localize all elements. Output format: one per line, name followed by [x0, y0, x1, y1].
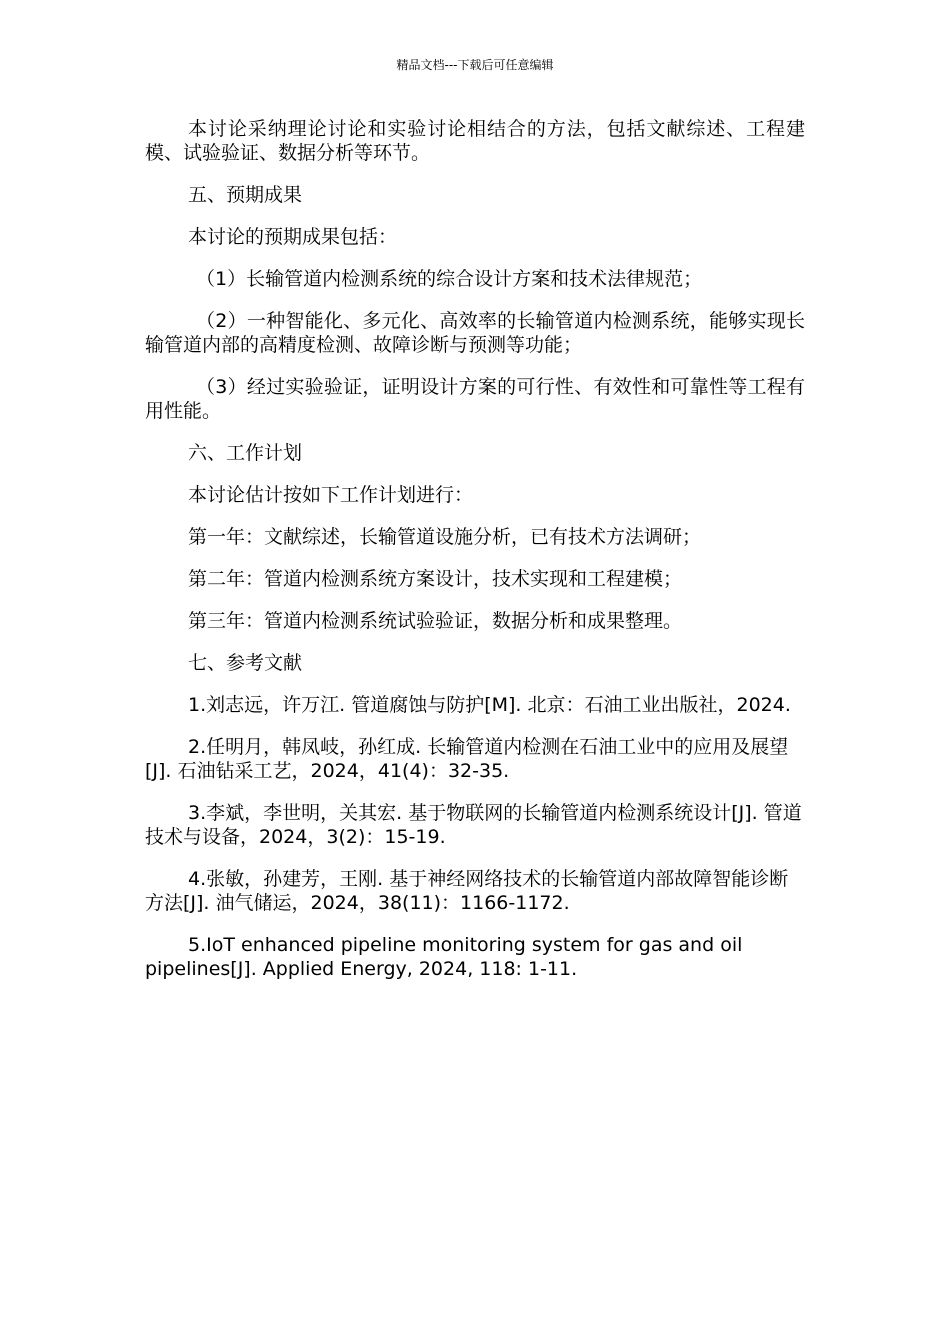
section-heading-expected-results: 五、预期成果 [188, 184, 303, 206]
page-header: 精品文档---下载后可任意编辑 [396, 58, 554, 72]
reference-item-5: 5.IoT enhanced pipeline monitoring system for gas and oil pipelines[J]. Applied Energy, 2024, 118: 1-11. [145, 934, 743, 980]
expected-result-item-1: （1）长输管道内检测系统的综合设计方案和技术法律规范； [196, 268, 703, 290]
work-plan-year-1: 第一年：文献综述，长输管道设施分析，已有技术方法调研； [188, 526, 702, 548]
reference-item-4: 4.张敏，孙建芳，王刚. 基于神经网络技术的长输管道内部故障智能诊断方法[J]. 油气储运，2024，38(11)：1166-1172. [145, 868, 789, 914]
expected-results-intro: 本讨论的预期成果包括： [188, 226, 398, 248]
expected-result-item-2: （2）一种智能化、多元化、高效率的长输管道内检测系统，能够实现长输管道内部的高精度检测、故障诊断与预测等功能； [145, 310, 805, 356]
document-body [145, 117, 805, 999]
expected-result-item-3: （3）经过实验验证，证明设计方案的可行性、有效性和可靠性等工程有用性能。 [145, 376, 805, 422]
work-plan-year-2: 第二年：管道内检测系统方案设计，技术实现和工程建模； [188, 568, 683, 590]
method-paragraph: 本讨论采纳理论讨论和实验讨论相结合的方法，包括文献综述、工程建模、试验验证、数据分析等环节。 [145, 118, 805, 164]
reference-item-2: 2.任明月，韩凤岐，孙红成. 长输管道内检测在石油工业中的应用及展望[J]. 石油钻采工艺，2024，41(4)：32-35. [145, 736, 789, 782]
section-heading-work-plan: 六、工作计划 [188, 442, 303, 464]
work-plan-year-3: 第三年：管道内检测系统试验验证，数据分析和成果整理。 [188, 610, 683, 632]
section-heading-references: 七、参考文献 [188, 652, 303, 674]
work-plan-intro: 本讨论估计按如下工作计划进行： [188, 484, 474, 506]
reference-item-1: 1.刘志远，许万江. 管道腐蚀与防护[M]. 北京：石油工业出版社，2024. [188, 694, 791, 716]
reference-item-3: 3.李斌，李世明，关其宏. 基于物联网的长输管道内检测系统设计[J]. 管道技术与设备，2024，3(2)：15-19. [145, 802, 802, 848]
